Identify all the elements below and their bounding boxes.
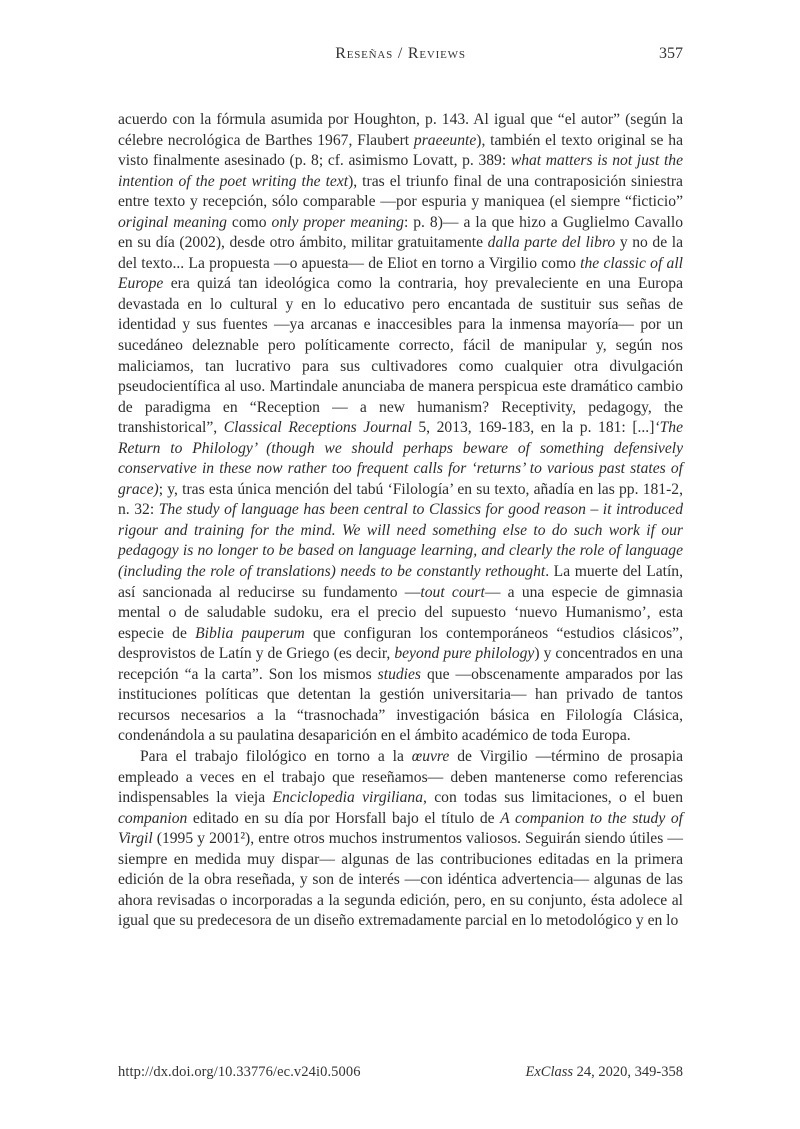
italic-text-segment: dalla parte del libro xyxy=(487,234,616,252)
text-segment: era quizá tan ideológica como la contraria, hoy prevaleciente en una Europa devastada en lo cultural y en lo educativo pero encantada de sustituir sus señas de identidad y sus fuentes —ya arcanas e inaccesibles para la inmensa mayoría— por un sucedáneo deleznable pero políticamente correcto, fácil de manipular y, según nos maliciamos, tan lucrativo para sus cultivadores como cualquier otra divulgación pseudocientífica al uso. Martindale anunciaba de manera perspicua este dramático cambio de paradigma en “Reception — a new humanism? Receptivity, pedagogy, the transhistorical”, xyxy=(118,275,683,437)
doi-link[interactable]: http://dx.doi.org/10.33776/ec.v24i0.5006 xyxy=(118,1064,361,1080)
italic-text-segment: beyond pure philology xyxy=(394,645,535,663)
italic-text-segment: œuvre xyxy=(411,747,450,765)
italic-text-segment: the classic of all Europe xyxy=(118,254,683,293)
text-segment: de Virgilio —término de prosapia empleado a veces en el trabajo que reseñamos— deben mantenerse como referencias indispensables la vieja xyxy=(118,747,683,807)
text-segment: que —obscenamente amparados por las instituciones políticas que detentan la gestión universitaria— han privado de tantos recursos necesarios a la “trasnochada” investigación básica en Filología Clásica, condenándola a su paulatina desaparición en el ámbito académico de toda Europa. xyxy=(118,665,683,745)
text-segment: editado en su día por Horsfall bajo el título de xyxy=(187,809,501,827)
running-head-title: Reseñas / Reviews xyxy=(335,45,466,62)
page-footer xyxy=(118,1064,683,1081)
text-segment: : p. 8)— a la que hizo a Guglielmo Cavallo en su día (2002), desde otro ámbito, militar gratuitamente xyxy=(118,213,684,252)
text-segment: Para el trabajo filológico en torno a la xyxy=(140,747,412,765)
italic-text-segment: ‘The Return to Philology’ (though we should perhaps beware of something defensively conservative in these now rather too frequent calls for ‘returns’ to various past states of grace) xyxy=(118,419,683,498)
page-header xyxy=(118,45,683,65)
italic-text-segment: companion xyxy=(118,809,188,827)
italic-text-segment: Enciclopedia virgiliana xyxy=(272,789,424,807)
page-number: 357 xyxy=(659,45,683,62)
text-segment: ; y, tras esta única mención del tabú ‘Filología’ en su texto, añadía en las pp. 181-2, n. 32: xyxy=(118,480,683,519)
paragraph xyxy=(118,110,683,747)
text-segment: y no de la del texto... La propuesta —o apuesta— de Eliot en torno a Virgilio como xyxy=(118,234,683,272)
text-segment: ), también el texto original se ha visto finalmente asesinado (p. 8; cf. asimismo Lovatt, p. 389: xyxy=(118,131,683,170)
italic-text-segment: original meaning xyxy=(118,213,227,231)
text-segment: acuerdo con la fórmula asumida por Houghton, p. 143. Al igual que “el autor” (según la célebre necrológica de Barthes 1967, Flaubert xyxy=(118,111,683,149)
italic-text-segment: praeeunte xyxy=(413,131,477,149)
text-segment: (1995 y 2001²), entre otros muchos instrumentos valiosos. Seguirán siendo útiles —siempre en medida muy dispar— algunas de las contribuciones editadas en la primera edición de la obra reseñada, y son de interés —con idéntica advertencia— algunas de las ahora revisadas o incorporadas a la segunda edición, pero, en su conjunto, ésta adolece al igual que su predecesora de un diseño extremadamente parcial en lo metodológico y en lo xyxy=(118,830,683,930)
text-segment: que configuran los contemporáneos “estudios clásicos”, desprovistos de Latín y de Griego (es decir, xyxy=(118,624,683,663)
italic-text-segment: A companion to the study of Virgil xyxy=(118,809,683,848)
journal-issue: 24, 2020, 349-358 xyxy=(573,1064,683,1080)
italic-text-segment: what matters is not just the intention of the poet writing the text xyxy=(118,152,683,190)
text-segment: ) y concentrados en una recepción “a la carta”. Son los mismos xyxy=(118,645,683,683)
italic-text-segment: Biblia pauperum xyxy=(195,624,305,642)
italic-text-segment: The study of language has been central to Classics for good reason – it introduced rigour and training for the mind. We will need something else to do such work if our pedagogy is no longer to be based on language learning, and clearly the role of language (including the role of translations) needs to be constantly rethought xyxy=(118,501,684,581)
italic-text-segment: studies xyxy=(377,665,421,683)
text-segment: 5, 2013, 169-183, en la p. 181: [...] xyxy=(411,419,655,437)
text-segment: ), tras el triunfo final de una contraposición siniestra entre texto y recepción, sólo comparable —por espuria y maniquea (el siempre “ficticio” xyxy=(118,172,683,211)
journal-title: ExClass xyxy=(525,1064,574,1080)
italic-text-segment: tout court xyxy=(420,583,485,601)
journal-reference xyxy=(526,1064,684,1081)
text-segment: — a una especie de gimnasia mental o de saludable sudoku, era el precio del supuesto ‘nuevo Humanismo’, esta especie de xyxy=(118,583,683,642)
text-segment: . La muerte del Latín, así sancionada al reducirse su fundamento — xyxy=(118,563,683,601)
body-text xyxy=(118,110,683,932)
text-segment: como xyxy=(226,213,272,231)
italic-text-segment: only proper meaning xyxy=(271,213,404,231)
text-segment: , con todas sus limitaciones, o el buen xyxy=(423,789,683,807)
paragraph xyxy=(118,747,683,932)
italic-text-segment: Classical Receptions Journal xyxy=(223,419,412,437)
